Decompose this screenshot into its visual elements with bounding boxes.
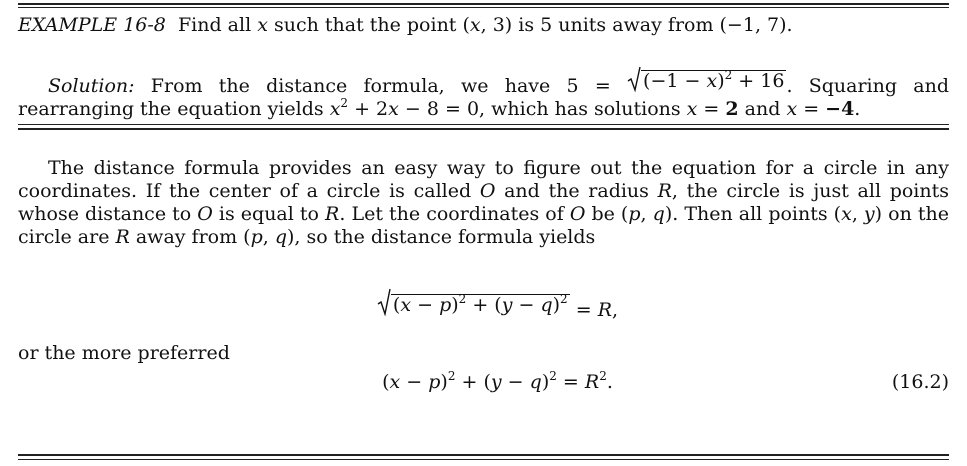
example-statement [18, 14, 949, 37]
solution-radicand: $(-1 - x)^2 + 16$ [643, 67, 785, 92]
radical-sign-icon [377, 288, 570, 316]
solution-paragraph: Solution: From the distance formula, we have 5 = $(-1 - x)^2 + 16$ . Squaring and rearranging the equation yields $x^2 + 2x - 8 = 0$, which has solutions x = 2 and x = −4. [18, 67, 950, 120]
bottom-rule-thin [18, 459, 949, 460]
equation-circle: $(x - p)^2 + (y - q)^2 = R^2$. [382, 368, 613, 393]
top-rule-thin [18, 7, 949, 8]
equation-1-radicand: $(x - p)^2 + (y - q)^2$ [392, 291, 568, 316]
example-tag: EXAMPLE 16-8 [18, 14, 166, 36]
equation-1-rhs: = R, [575, 299, 619, 321]
example-problem: Find all x such that the point (x, 3) is 5 units away from (−1, 7). [171, 14, 793, 36]
bottom-rule-thick [18, 454, 949, 456]
answer-2: −4 [825, 98, 855, 120]
mid-rule-thick [18, 128, 949, 130]
answer-1: 2 [725, 98, 739, 120]
top-rule-thick [18, 3, 949, 5]
equation-distance [0, 288, 967, 321]
body-paragraph-text: The distance formula provides an easy way to figure out the equation for a circle in any coordinates. If the center of a circle is called O and the radius R, the circle is just all points whose distance to O is equal to R. Let the coordinates of O be (p, q). Then all points (x, y) on the circle are R away from (p, q), so the distance formula yields [18, 157, 950, 248]
lead-in-text: or the more preferred [18, 342, 230, 364]
equation-number: (16.2) [891, 371, 949, 393]
mid-rule-thin [18, 124, 949, 125]
radical-sign-icon [627, 66, 786, 92]
body-paragraph [18, 157, 949, 249]
solution-label: Solution: [48, 75, 135, 97]
